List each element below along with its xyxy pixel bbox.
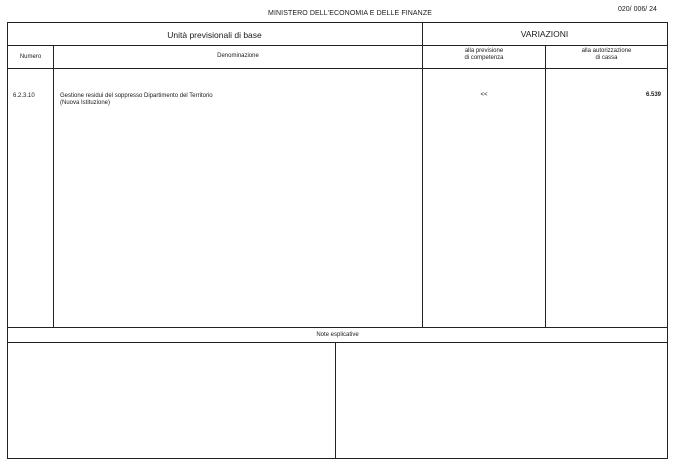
col-divider-cassa <box>545 45 546 328</box>
col-divider-numero <box>53 45 54 328</box>
column-header-previsione <box>423 48 545 62</box>
row-previsione: << <box>480 92 488 98</box>
frame-bottom <box>7 458 668 459</box>
section-title: Unità previsionali di base <box>167 30 262 40</box>
notes-left-box <box>8 343 335 458</box>
column-header-cassa <box>546 48 667 62</box>
notes-right-box <box>336 343 667 458</box>
column-header-cassa-line2: di cassa <box>595 55 618 61</box>
column-header-numero: Numero <box>19 54 42 60</box>
header-divider <box>7 45 668 46</box>
row-denominazione <box>60 93 420 107</box>
frame-top <box>7 22 668 23</box>
row-cassa: 6.539 <box>645 92 661 98</box>
ministry-title: MINISTERO DELL'ECONOMIA E DELLE FINANZE <box>268 10 432 17</box>
document-number: 020/ 006/ 24 <box>618 6 657 13</box>
variations-title: VARIAZIONI <box>520 29 569 39</box>
notes-title: Note esplicative <box>316 332 359 338</box>
column-header-denominazione: Denominazione <box>217 53 259 59</box>
row-denominazione-line1: Gestione residui del soppresso Dipartimento del Territorio <box>60 93 213 99</box>
column-header-cassa-line1: alla autorizzazione <box>581 48 632 54</box>
row-denominazione-line2: (Nuova Istituzione) <box>60 100 111 106</box>
col-divider-variazioni <box>422 22 423 328</box>
column-header-previsione-line1: alla previsione <box>464 48 504 54</box>
columns-header-bottom <box>7 68 668 69</box>
table-bottom <box>7 327 668 328</box>
row-numero: 6.2.3.10 <box>13 93 35 99</box>
frame-right <box>667 22 668 459</box>
column-header-previsione-line2: di competenza <box>464 55 504 61</box>
